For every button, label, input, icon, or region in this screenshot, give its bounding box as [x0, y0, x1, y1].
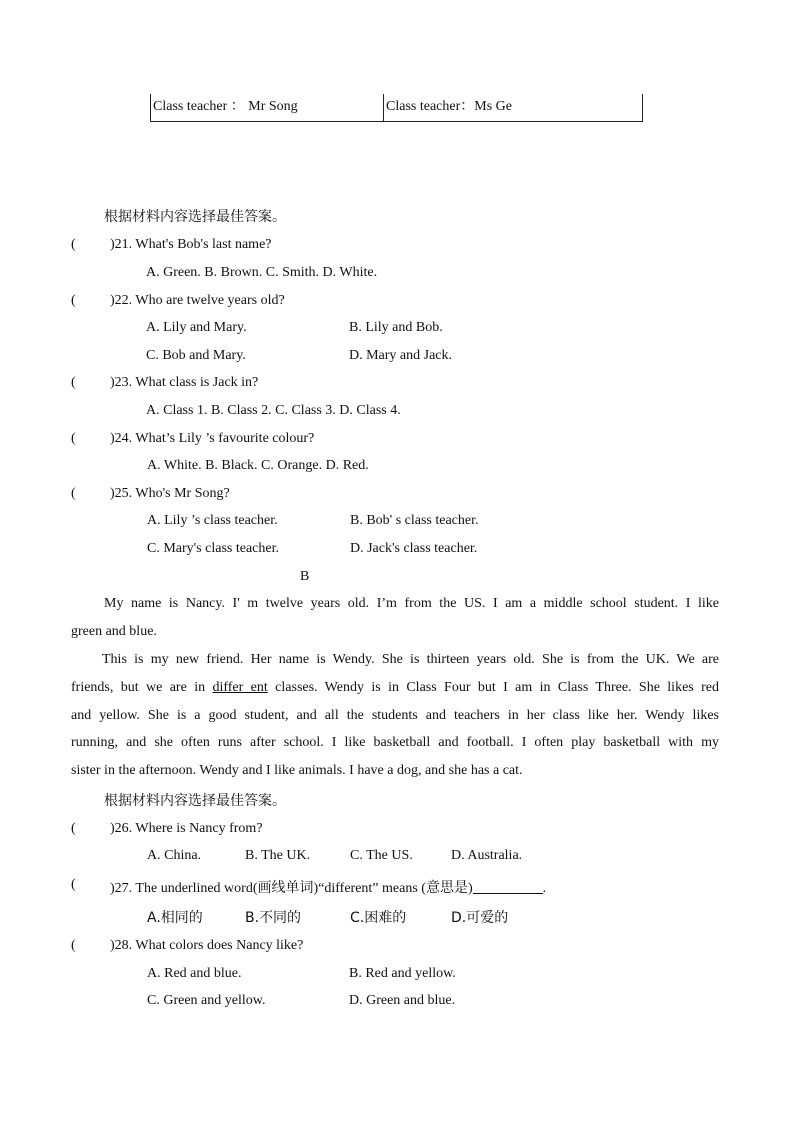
table-cell-left: Class teacher ： Mr Song — [153, 99, 298, 114]
q28-option-d: D. Green and blue. — [349, 993, 456, 1008]
q25-option-b: B. Bob' s class teacher. — [350, 513, 479, 528]
q22-option-c: C. Bob and Mary. — [146, 348, 246, 363]
underlined-word: differ ent — [212, 679, 268, 695]
q28-question: )28. What colors does Nancy like? — [110, 938, 304, 953]
q25-option-a: A. Lily ’s class teacher. — [147, 513, 278, 528]
q23-paren: ( — [71, 375, 76, 390]
q27-option-d: D.可爱的 — [451, 910, 509, 926]
answer-blank — [473, 879, 543, 894]
p2-line-1: This is my new friend. Her name is Wendy. She is thirteen years old. She is from the UK. We are — [102, 652, 719, 667]
p1-line-2: green and blue. — [71, 623, 157, 639]
p1-line-1: My name is Nancy. I' m twelve years old. I’m from the US. I am a middle school student. I like — [104, 596, 719, 611]
q27-paren: ( — [71, 877, 76, 892]
q21-paren: ( — [71, 237, 76, 252]
q24-paren: ( — [71, 431, 76, 446]
q23-question: )23. What class is Jack in? — [110, 375, 259, 390]
q22-option-a: A. Lily and Mary. — [146, 320, 247, 335]
section-b-instruction: 根据材料内容选择最佳答案。 — [104, 793, 286, 809]
section-b-label: B — [300, 569, 310, 584]
q22-option-d: D. Mary and Jack. — [349, 348, 453, 363]
q28-option-c: C. Green and yellow. — [147, 993, 266, 1008]
q28-option-a: A. Red and blue. — [147, 966, 242, 981]
q25-option-d: D. Jack's class teacher. — [350, 541, 478, 556]
q25-option-c: C. Mary's class teacher. — [147, 541, 279, 556]
q24-options: A. White. B. Black. C. Orange. D. Red. — [147, 458, 369, 473]
q26-option-b: B. The UK. — [245, 848, 311, 863]
section-a-instruction: 根据材料内容选择最佳答案。 — [104, 209, 286, 225]
q28-paren: ( — [71, 938, 76, 953]
q27-question: )27. The underlined word(画线单词)“different” means (意思是) . — [110, 881, 547, 896]
q21-options: A. Green. B. Brown. C. Smith. D. White. — [146, 265, 378, 280]
q26-option-c: C. The US. — [350, 848, 413, 863]
p2-line-5: sister in the afternoon. Wendy and I like animals. I have a dog, and she has a cat. — [71, 763, 523, 779]
class-teacher-table — [150, 94, 643, 122]
q22-paren: ( — [71, 293, 76, 308]
p2-line-2: friends, but we are in differ ent classes. Wendy is in Class Four but I am in Class Three. She likes red — [71, 679, 719, 695]
q27-option-a: A.相同的 — [147, 910, 203, 926]
q24-question: )24. What’s Lily ’s favourite colour? — [110, 431, 315, 446]
p2-line-4: running, and she often runs after school. I like basketball and football. I often play basketball with my — [71, 735, 719, 751]
q22-question: )22. Who are twelve years old? — [110, 293, 285, 308]
q26-option-d: D. Australia. — [451, 848, 523, 863]
passage-paragraph-1 — [71, 590, 719, 646]
q22-option-b: B. Lily and Bob. — [349, 320, 443, 335]
q27-option-c: C.困难的 — [350, 910, 407, 926]
q21-question: )21. What's Bob's last name? — [110, 237, 272, 252]
q27-option-b: B.不同的 — [245, 910, 302, 926]
p2-line-3: and yellow. She is a good student, and all the students and teachers in her class like her. Wendy likes — [71, 707, 719, 723]
q26-paren: ( — [71, 821, 76, 836]
q23-options: A. Class 1. B. Class 2. C. Class 3. D. Class 4. — [146, 403, 401, 418]
q25-paren: ( — [71, 486, 76, 501]
q26-option-a: A. China. — [147, 848, 202, 863]
q26-question: )26. Where is Nancy from? — [110, 821, 263, 836]
q28-option-b: B. Red and yellow. — [349, 966, 456, 981]
q25-question: )25. Who's Mr Song? — [110, 486, 230, 501]
table-cell-right: Class teacher：Ms Ge — [383, 94, 643, 121]
passage-paragraph-2 — [71, 646, 719, 785]
